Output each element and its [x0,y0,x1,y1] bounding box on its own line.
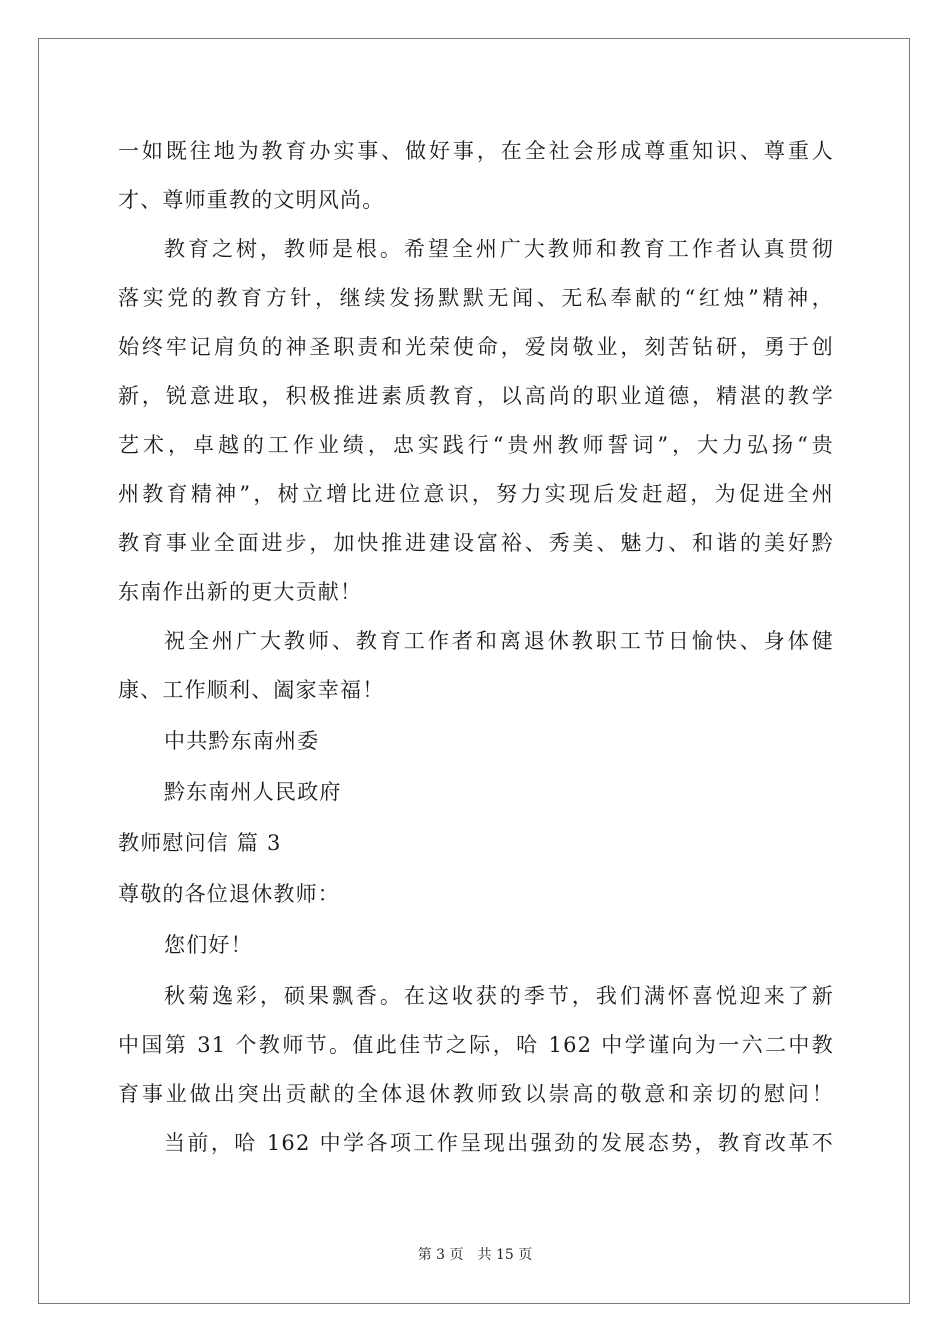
text-line: 康、工作顺利、阖家幸福！ [118,678,385,702]
salutation: 尊敬的各位退休教师： [118,882,340,906]
text-line: 教育事业全面进步，加快推进建设富裕、秀美、魅力、和谐的美好黔 [118,531,834,555]
text-line: 才、尊师重教的文明风尚。 [118,188,385,212]
page-border [38,38,910,1304]
text-line: 始终牢记肩负的神圣职责和光荣使命，爱岗敬业，刻苦钻研，勇于创 [118,335,834,359]
greeting: 您们好！ [164,933,253,957]
text-line: 落实党的教育方针，继续发扬默默无闻、无私奉献的“红烛”精神， [118,286,834,310]
section-heading: 教师慰问信 篇 3 [118,831,282,855]
signature-line: 黔东南州人民政府 [164,780,342,804]
signature-line: 中共黔东南州委 [164,729,320,753]
text-line: 育事业做出突出贡献的全体退休教师致以崇高的敬意和亲切的慰问！ [118,1082,834,1106]
text-line: 当前，哈 162 中学各项工作呈现出强劲的发展态势，教育改革不 [164,1131,834,1155]
page-number-footer: 第 3 页 共 15 页 [417,1247,533,1263]
text-line: 州教育精神”，树立增比进位意识，努力实现后发赶超，为促进全州 [118,482,834,506]
text-line: 秋菊逸彩，硕果飘香。在这收获的季节，我们满怀喜悦迎来了新 [164,984,834,1008]
text-line: 东南作出新的更大贡献！ [118,580,363,604]
text-line: 新，锐意进取，积极推进素质教育，以高尚的职业道德，精湛的教学 [118,384,834,408]
text-line: 艺术，卓越的工作业绩，忠实践行“贵州教师誓词”，大力弘扬“贵 [118,433,834,457]
text-line: 中国第 31 个教师节。值此佳节之际，哈 162 中学谨向为一六二中教 [118,1033,834,1057]
text-line: 一如既往地为教育办实事、做好事，在全社会形成尊重知识、尊重人 [118,139,834,163]
text-line: 教育之树，教师是根。希望全州广大教师和教育工作者认真贯彻 [164,237,834,261]
text-line: 祝全州广大教师、教育工作者和离退休教职工节日愉快、身体健 [164,629,834,653]
